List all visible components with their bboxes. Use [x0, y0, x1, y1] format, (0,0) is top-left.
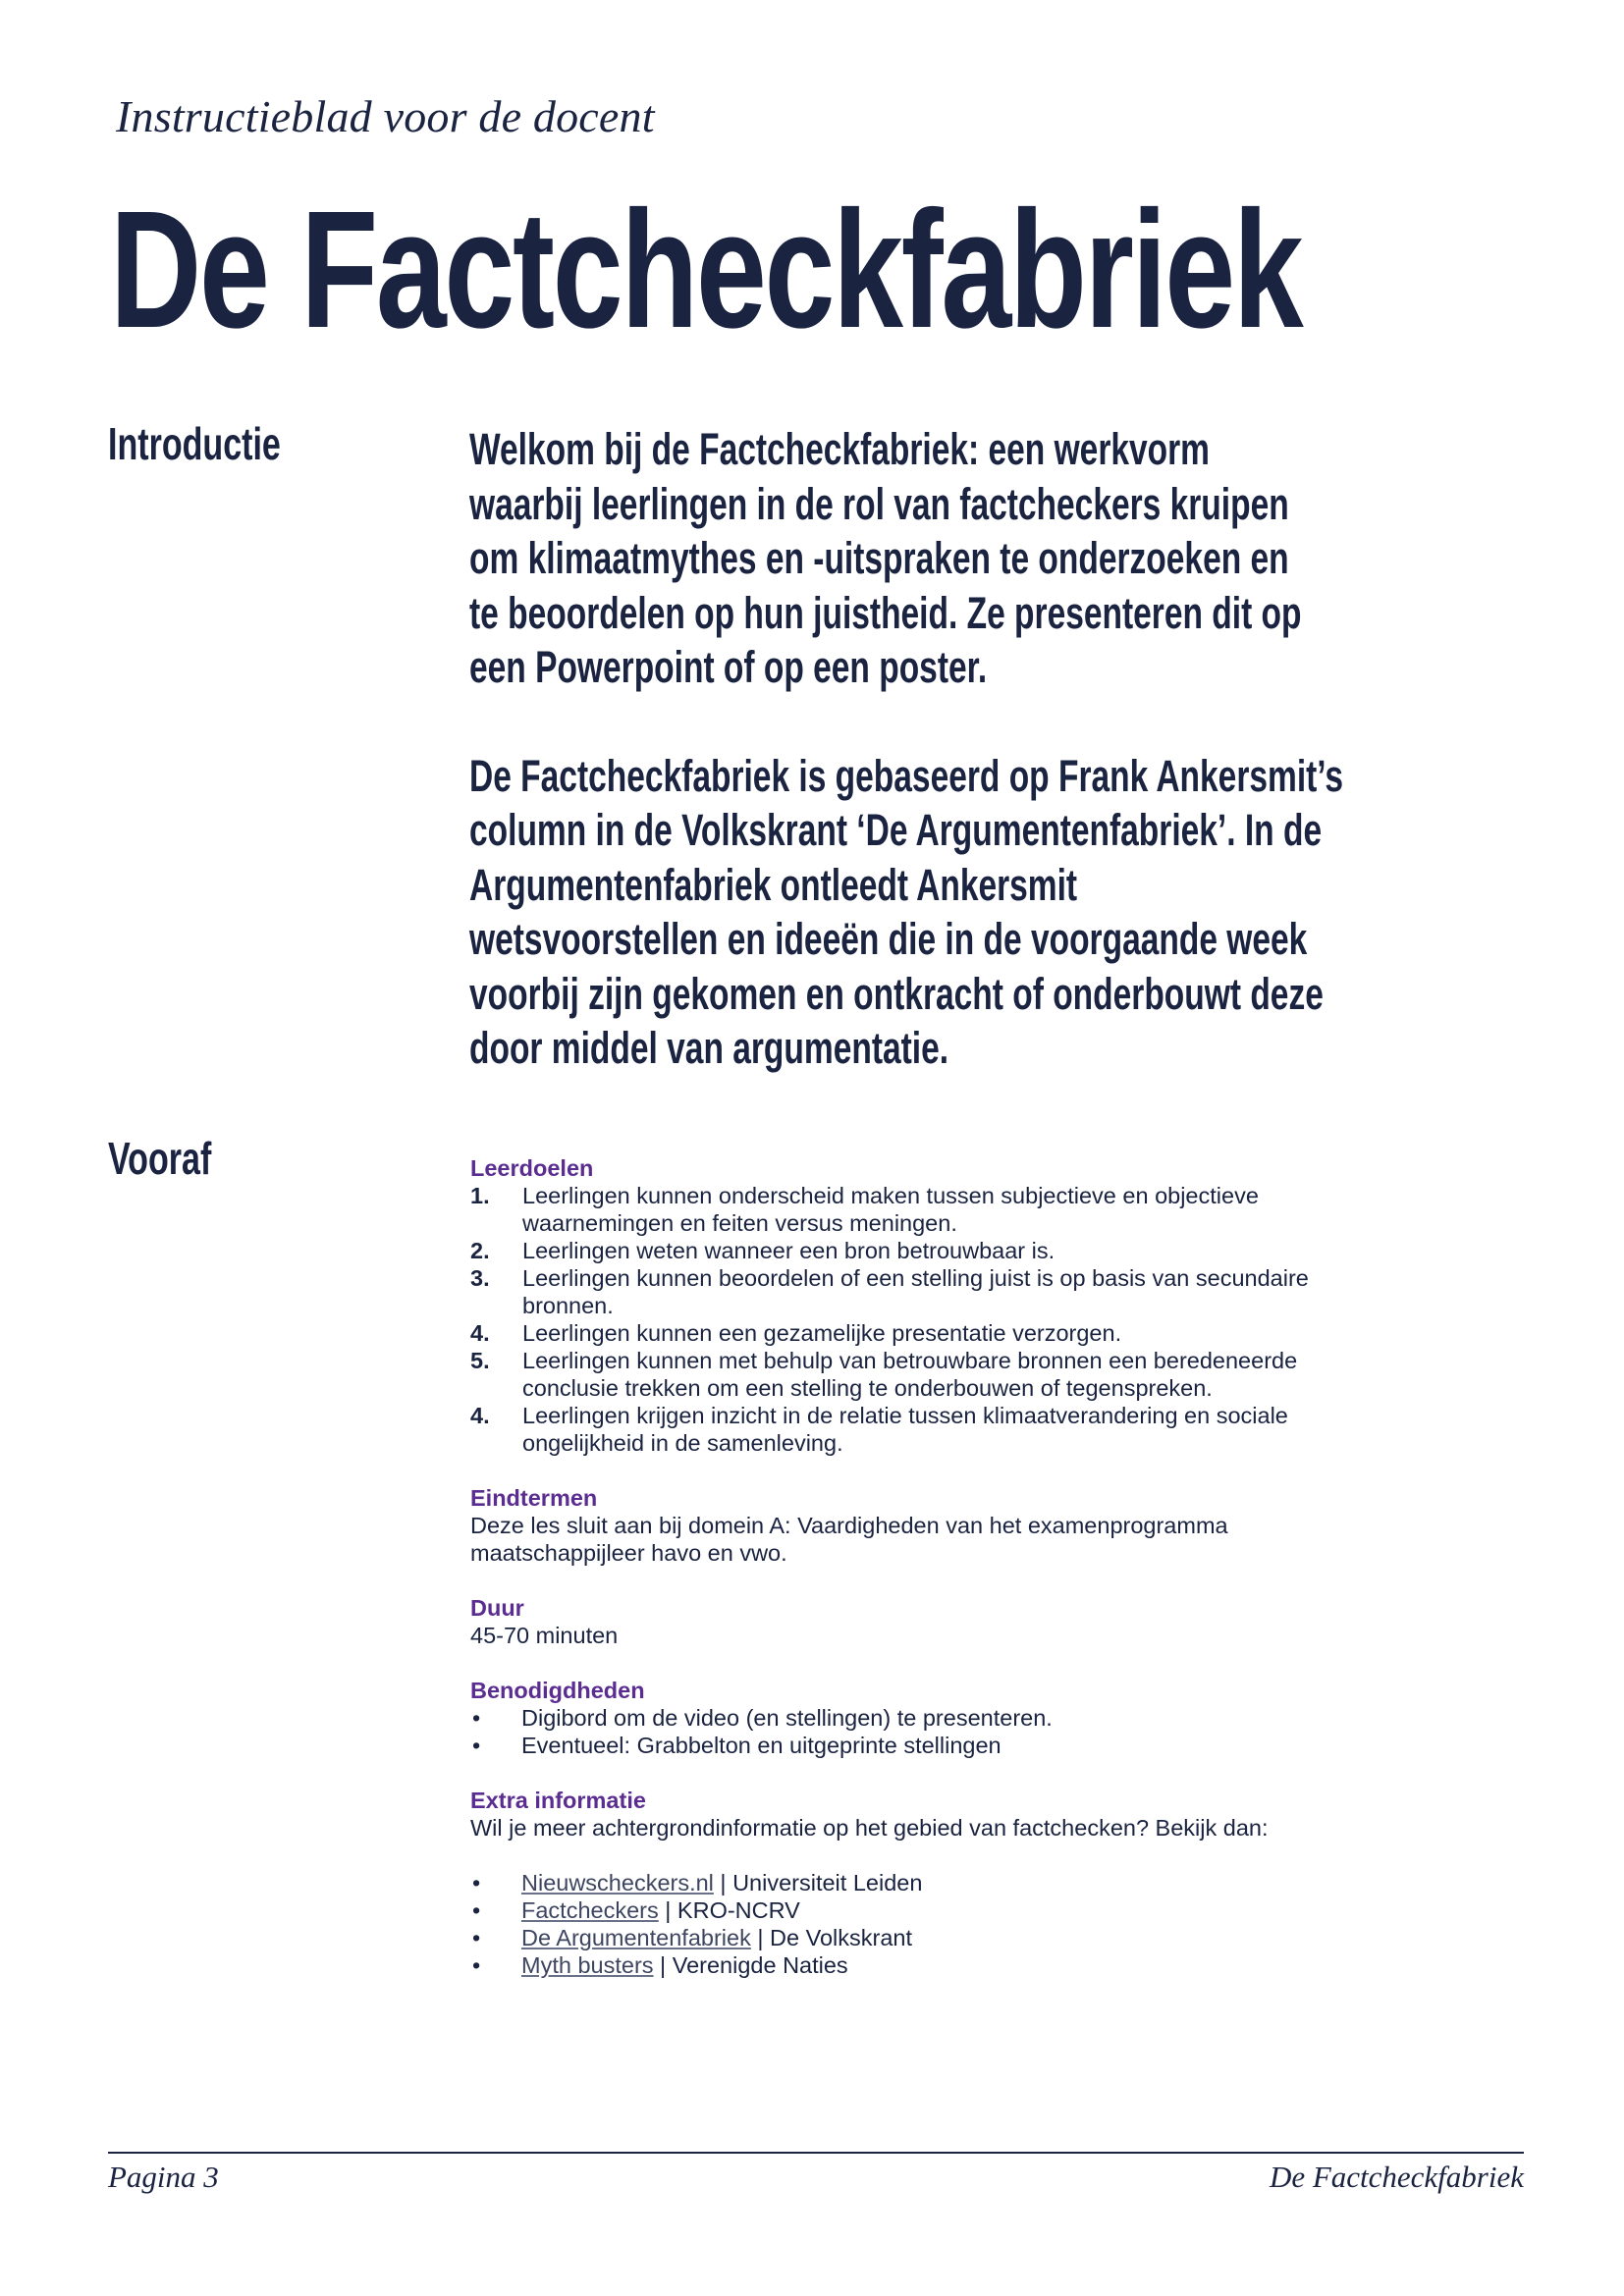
text-line: Leerlingen kunnen een gezamelijke presentatie verzorgen.	[522, 1320, 1122, 1346]
text-line: ongelijkheid in de samenleving.	[522, 1430, 843, 1456]
duur-heading: Duur	[470, 1595, 524, 1621]
list-number: 5.	[470, 1348, 490, 1373]
benodigdheden-heading: Benodigdheden	[470, 1678, 645, 1703]
bullet-icon: •	[472, 1705, 481, 1731]
bullet-icon: •	[472, 1897, 481, 1923]
eindtermen-text	[470, 1512, 1452, 1567]
text-line: bronnen.	[522, 1293, 614, 1318]
list-text: Digibord om de video (en stellingen) te presenteren.	[521, 1705, 1053, 1731]
text-line: te beoordelen op hun juistheid. Ze presenteren dit op	[469, 587, 1302, 638]
list-item	[470, 1732, 1452, 1759]
list-number: 4.	[470, 1403, 490, 1428]
document-subtitle: Instructieblad voor de docent	[116, 91, 655, 141]
text-line: Leerlingen kunnen onderscheid maken tussen subjectieve en objectieve	[522, 1183, 1259, 1208]
list-text	[522, 1182, 1452, 1237]
link-list-item	[470, 1924, 1452, 1951]
text-line: een Powerpoint of op een poster.	[469, 642, 988, 692]
list-text	[522, 1319, 1452, 1347]
list-item	[470, 1347, 1452, 1402]
text-line: Welkom bij de Factcheckfabriek: een werkvorm	[469, 424, 1210, 474]
duur-text: 45-70 minuten	[470, 1623, 619, 1648]
text-line: wetsvoorstellen en ideeën die in de voorgaande week	[469, 914, 1308, 964]
list-text	[522, 1237, 1452, 1264]
eindtermen-heading: Eindtermen	[470, 1485, 598, 1511]
bullet-icon: •	[472, 1733, 481, 1758]
vooraf-body	[470, 1154, 1452, 2006]
extra-informatie-intro: Wil je meer achtergrondinformatie op het gebied van factchecken? Bekijk dan:	[470, 1815, 1269, 1841]
benodigdheden-section	[470, 1677, 1452, 1759]
separator: |	[658, 1897, 677, 1923]
eindtermen-section	[470, 1484, 1452, 1567]
text-line: waarbij leerlingen in de rol van factcheckers kruipen	[469, 478, 1289, 529]
document-title: De Factcheckfabriek	[110, 177, 1302, 363]
list-item	[470, 1182, 1452, 1237]
spacer	[470, 1842, 1452, 1869]
separator: |	[713, 1870, 733, 1896]
list-text: Eventueel: Grabbelton en uitgeprinte stellingen	[521, 1733, 1001, 1758]
intro-paragraph	[469, 749, 1344, 1076]
extra-informatie-heading: Extra informatie	[470, 1788, 646, 1813]
footer-divider	[108, 2152, 1524, 2154]
leerdoelen-section	[470, 1154, 1452, 1457]
list-number: 3.	[470, 1265, 490, 1291]
text-line: waarnemingen en feiten versus meningen.	[522, 1210, 957, 1236]
section-label-vooraf: Vooraf	[108, 1133, 212, 1184]
link-source: Universiteit Leiden	[732, 1870, 923, 1896]
list-text	[522, 1402, 1452, 1457]
text-line: voorbij zijn gekomen en ontkracht of onderbouwt deze	[469, 968, 1324, 1019]
list-item	[470, 1264, 1452, 1319]
list-text	[522, 1264, 1452, 1319]
list-item	[470, 1402, 1452, 1457]
footer-document-title: De Factcheckfabriek	[1269, 2160, 1524, 2194]
link-list-item	[470, 1896, 1452, 1924]
link-nieuwscheckers[interactable]: Nieuwscheckers.nl	[521, 1870, 714, 1896]
list-text	[522, 1347, 1452, 1402]
list-number: 2.	[470, 1238, 490, 1263]
separator: |	[653, 1952, 673, 1978]
link-argumentenfabriek[interactable]: De Argumentenfabriek	[521, 1925, 751, 1950]
text-line: Leerlingen kunnen met behulp van betrouwbare bronnen een beredeneerde	[522, 1348, 1298, 1373]
list-item	[470, 1237, 1452, 1264]
leerdoelen-heading: Leerdoelen	[470, 1155, 594, 1181]
text-line: Leerlingen weten wanneer een bron betrouwbaar is.	[522, 1238, 1056, 1263]
section-label-introductie: Introductie	[108, 418, 281, 469]
text-line: Leerlingen krijgen inzicht in de relatie tussen klimaatverandering en sociale	[522, 1403, 1288, 1428]
text-line: maatschappijleer havo en vwo.	[470, 1540, 787, 1566]
link-source: KRO-NCRV	[677, 1897, 800, 1923]
bullet-icon: •	[472, 1870, 481, 1896]
list-number: 4.	[470, 1320, 490, 1346]
separator: |	[750, 1925, 771, 1950]
text-line: Argumentenfabriek ontleedt Ankersmit	[469, 859, 1078, 910]
link-list-item	[470, 1869, 1452, 1896]
introductie-body	[469, 422, 1344, 1076]
link-myth-busters[interactable]: Myth busters	[521, 1952, 654, 1978]
extra-informatie-section	[470, 1787, 1452, 1979]
text-line: De Factcheckfabriek is gebaseerd op Frank Ankersmit’s	[469, 750, 1344, 801]
intro-paragraph	[469, 422, 1302, 695]
text-line: column in de Volkskrant ‘De Argumentenfabriek’. In de	[469, 805, 1323, 855]
text-line: door middel van argumentatie.	[469, 1023, 949, 1073]
link-factcheckers[interactable]: Factcheckers	[521, 1897, 659, 1923]
link-list-item	[470, 1951, 1452, 1979]
link-source: Verenigde Naties	[672, 1952, 848, 1978]
list-item	[470, 1319, 1452, 1347]
list-item	[470, 1704, 1452, 1732]
text-line: Leerlingen kunnen beoordelen of een stelling juist is op basis van secundaire	[522, 1265, 1309, 1291]
list-number: 1.	[470, 1183, 490, 1208]
bullet-icon: •	[472, 1925, 481, 1950]
text-line: Deze les sluit aan bij domein A: Vaardigheden van het examenprogramma	[470, 1513, 1228, 1538]
duur-section	[470, 1594, 1452, 1649]
link-source: De Volkskrant	[770, 1925, 912, 1950]
bullet-icon: •	[472, 1952, 481, 1978]
page-number: Pagina 3	[108, 2160, 219, 2194]
text-line: om klimaatmythes en -uitspraken te onderzoeken en	[469, 533, 1289, 583]
text-line: conclusie trekken om een stelling te onderbouwen of tegenspreken.	[522, 1375, 1213, 1401]
